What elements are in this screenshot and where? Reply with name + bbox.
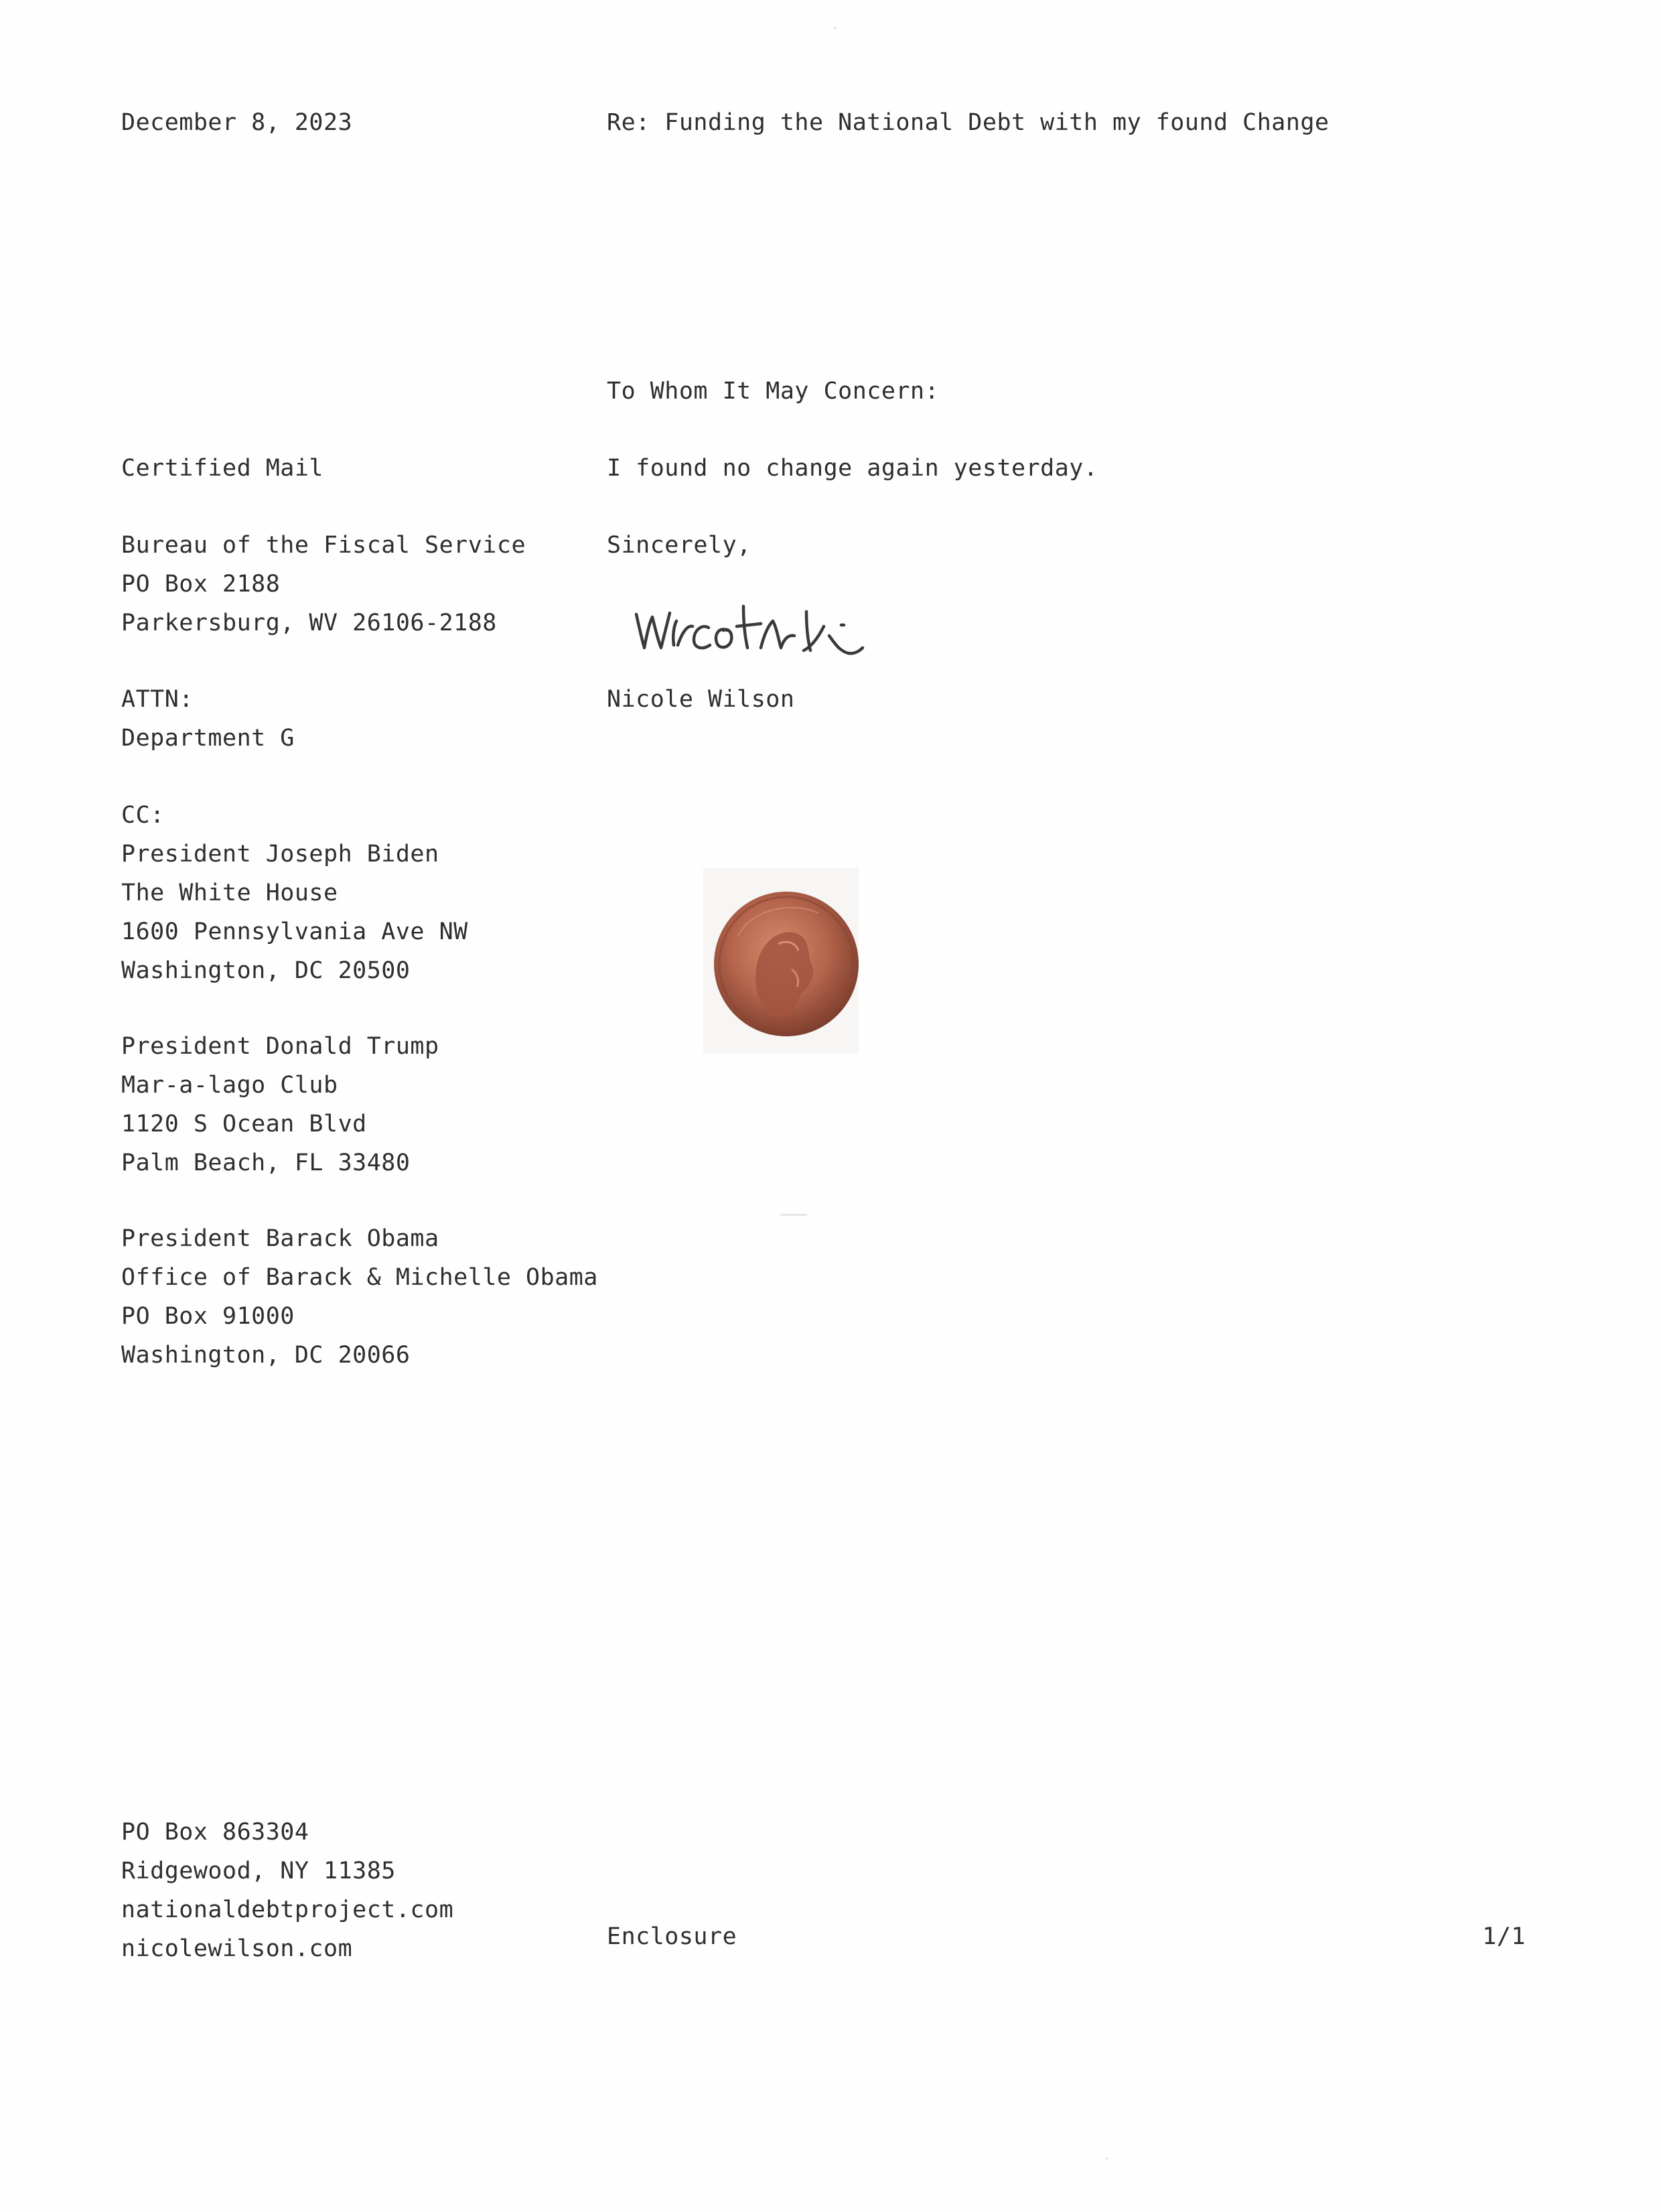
recipient-line: PO Box 2188 (121, 571, 281, 598)
handwritten-signature (630, 586, 964, 673)
letter-body: I found no change again yesterday. (607, 455, 1098, 482)
penny-coin-icon (711, 889, 862, 1040)
scan-speck (834, 27, 837, 29)
recipient-line: Parkersburg, WV 26106-2188 (121, 610, 497, 636)
recipient-address (121, 526, 526, 642)
sender-address (121, 1813, 453, 1968)
cc-line: Palm Beach, FL 33480 (121, 1150, 411, 1176)
letter-date: December 8, 2023 (121, 109, 353, 136)
enclosure-note: Enclosure (607, 1923, 737, 1950)
page-number: 1/1 (1482, 1923, 1526, 1950)
subject-line: Re: Funding the National Debt with my found Change (607, 109, 1329, 136)
cc-line: PO Box 91000 (121, 1303, 295, 1330)
sender-line: Ridgewood, NY 11385 (121, 1858, 396, 1884)
attention-label: ATTN: (121, 686, 194, 713)
cc-line: Washington, DC 20500 (121, 957, 411, 984)
attention-department: Department G (121, 725, 295, 752)
mail-method: Certified Mail (121, 455, 324, 482)
cc-line: The White House (121, 880, 338, 906)
cc-label: CC: (121, 802, 165, 829)
recipient-line: Bureau of the Fiscal Service (121, 532, 526, 559)
cc-recipient (121, 835, 468, 990)
cc-line: 1120 S Ocean Blvd (121, 1111, 367, 1137)
enclosed-coin (703, 868, 859, 1054)
cc-line: 1600 Pennsylvania Ave NW (121, 918, 468, 945)
sender-website: nicolewilson.com (121, 1935, 353, 1962)
closing: Sincerely, (607, 532, 751, 559)
cc-line: President Joseph Biden (121, 841, 439, 868)
cc-line: President Donald Trump (121, 1033, 439, 1060)
cc-line: Office of Barack & Michelle Obama (121, 1264, 598, 1291)
scan-speck (780, 1214, 807, 1216)
cc-line: Washington, DC 20066 (121, 1342, 411, 1369)
scan-speck (1105, 2157, 1108, 2160)
salutation: To Whom It May Concern: (607, 378, 940, 405)
cc-line: Mar-a-lago Club (121, 1072, 338, 1099)
cc-recipient (121, 1027, 439, 1182)
sender-line: PO Box 863304 (121, 1819, 309, 1846)
cc-recipient (121, 1219, 598, 1375)
cc-line: President Barack Obama (121, 1225, 439, 1252)
signer-name: Nicole Wilson (607, 686, 795, 713)
sender-website: nationaldebtproject.com (121, 1896, 454, 1923)
